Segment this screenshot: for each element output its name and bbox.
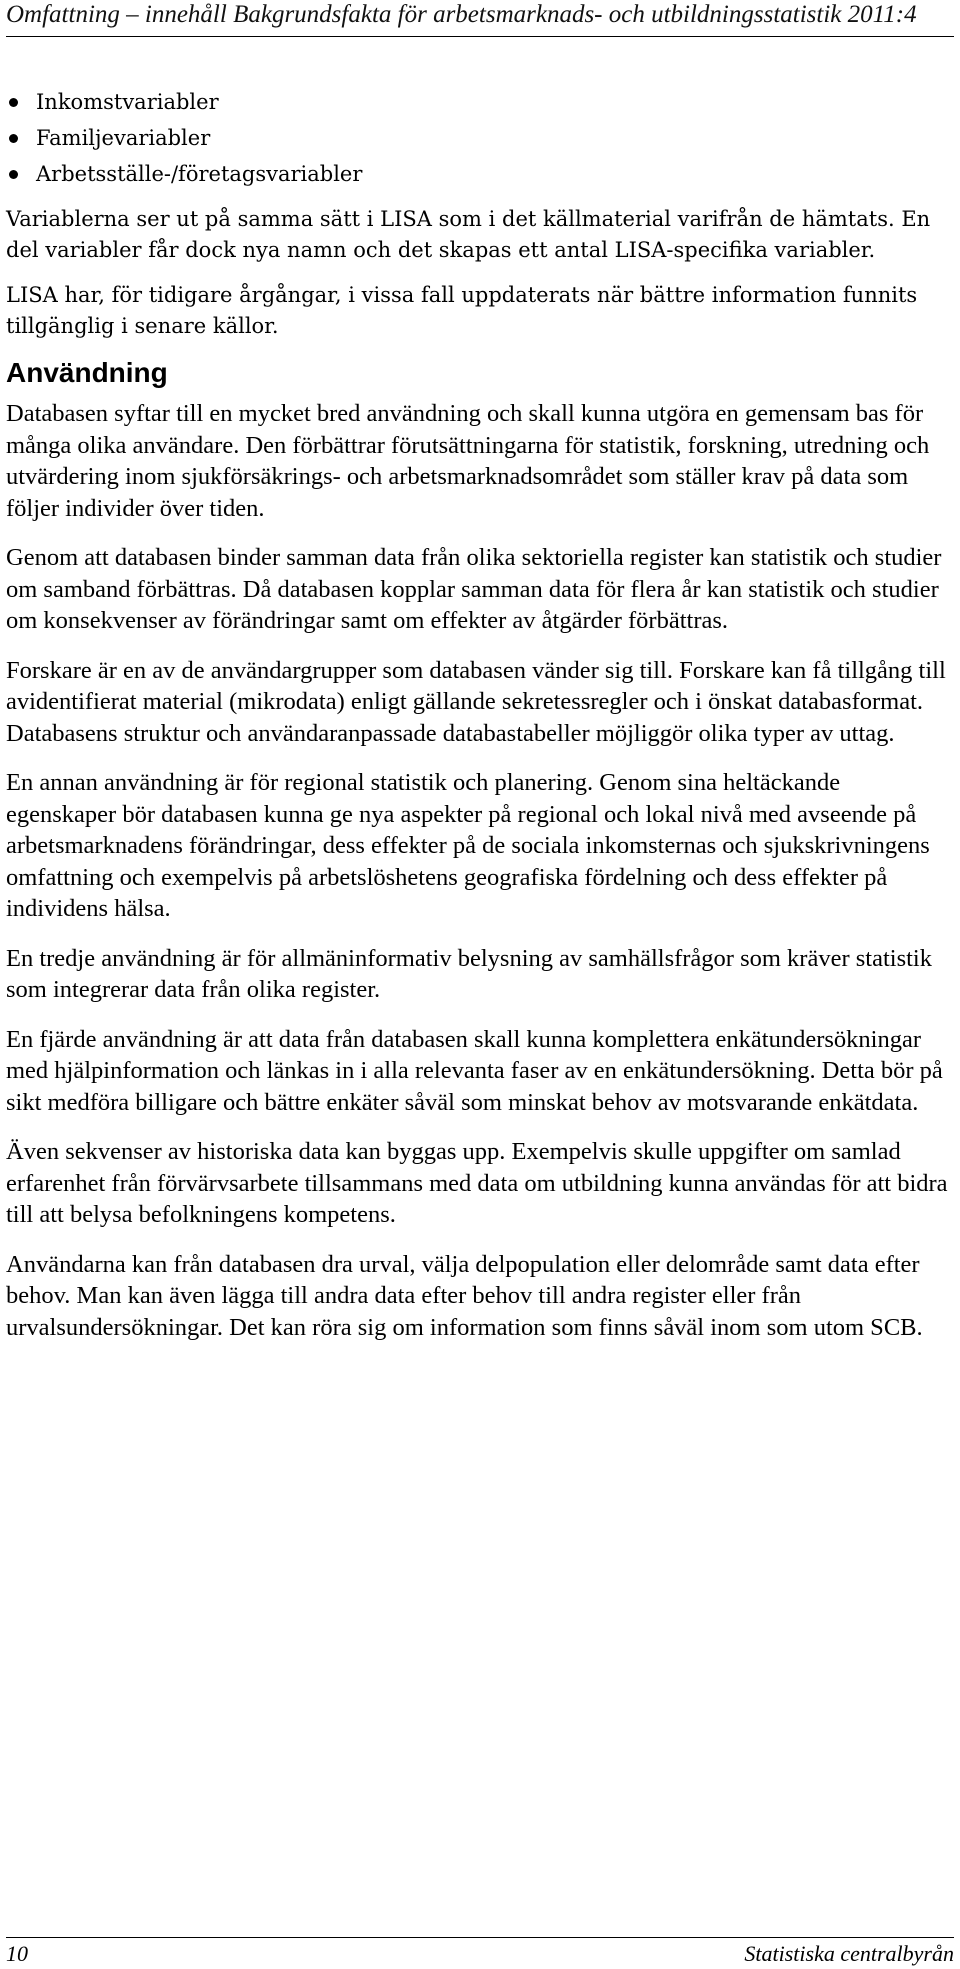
bullet-icon [9,170,18,179]
list-item [6,84,954,120]
section-heading: Användning [6,357,168,388]
list-item-text: Inkomstvariabler [36,90,219,114]
list-item [6,120,954,156]
paragraph: Även sekvenser av historiska data kan byggas upp. Exempelvis skulle uppgifter om samlad erfarenhet från förvärvsarbete tillsammans med data om utbildning kunna användas för att bidra till att belysa befolkningens kompetens. [6,1138,948,1228]
list-item-text: Familjevariabler [36,126,211,150]
paragraph: En annan användning är för regional statistik och planering. Genom sina heltäckande egenskaper bör databasen kunna ge nya aspekter på regional och lokal nivå med avseende på arbetsmarknadens förändringar, dess effekter på de sociala inkomsternas och sjukskrivningens omfattning och exempelvis på arbetslöshetens geografiska fördelning och dess effekter på individens hälsa. [6,769,930,922]
publisher-name: Statistiska centralbyrån [744,1941,954,1966]
paragraph: Forskare är en av de användargrupper som databasen vänder sig till. Forskare kan få tillgång till avidentifierat material (mikrodata) enligt gällande sekretessregler och i önskat databasformat. Databasens struktur och användaranpassade databastabeller möjliggör olika typer av uttag. [6,656,946,747]
paragraph: En fjärde användning är att data från databasen skall kunna komplettera enkätundersökningar med hjälpinformation och länkas in i alla relevanta faser av en enkätundersökning. Detta bör på sikt medföra billigare och bättre enkäter såväl som minskat behov av motsvarande enkätdata. [6,1025,943,1116]
list-item [6,156,954,192]
running-header: Omfattning – innehåll Bakgrundsfakta för arbetsmarknads- och utbildningsstatistik 2011:4 [6,1,917,28]
paragraph: Användarna kan från databasen dra urval, välja delpopulation eller delområde samt data efter behov. Man kan även lägga till andra data efter behov till andra register eller från urvalsundersökningar. Det kan röra sig om information som finns såväl inom som utom SCB. [6,1250,923,1341]
bullet-list [6,84,954,192]
paragraph: Genom att databasen binder samman data från olika sektoriella register kan statistik och studier om samband förbättras. Då databasen kopplar samman data för flera år kan statistik och studier om konsekvenser av förändringar samt om effekter av åtgärder förbättras. [6,544,942,634]
paragraph: Databasen syftar till en mycket bred användning och skall kunna utgöra en gemensam bas för många olika användare. Den förbättrar förutsättningarna för statistik, forskning, utredning och utvärdering inom sjukförsäkrings- och arbetsmarknadsområdet som ställer krav på data som följer individer över tiden. [6,400,930,522]
paragraph: En tredje användning är för allmäninformativ belysning av samhällsfrågor som kräver statistik som integrerar data från olika register. [6,944,932,1003]
paragraph: LISA har, för tidigare årgångar, i vissa fall uppdaterats när bättre information funnits tillgänglig i senare källor. [6,283,918,338]
bullet-icon [9,98,18,107]
footer-rule [6,1937,954,1938]
paragraph: Variablerna ser ut på samma sätt i LISA som i det källmaterial varifrån de hämtats. En del variabler får dock nya namn och det skapas ett antal LISA-specifika variabler. [6,207,931,262]
header-rule [6,36,954,37]
page-number: 10 [6,1941,28,1966]
page-content [6,84,954,1361]
bullet-icon [9,134,18,143]
list-item-text: Arbetsställe-/företagsvariabler [36,162,363,186]
